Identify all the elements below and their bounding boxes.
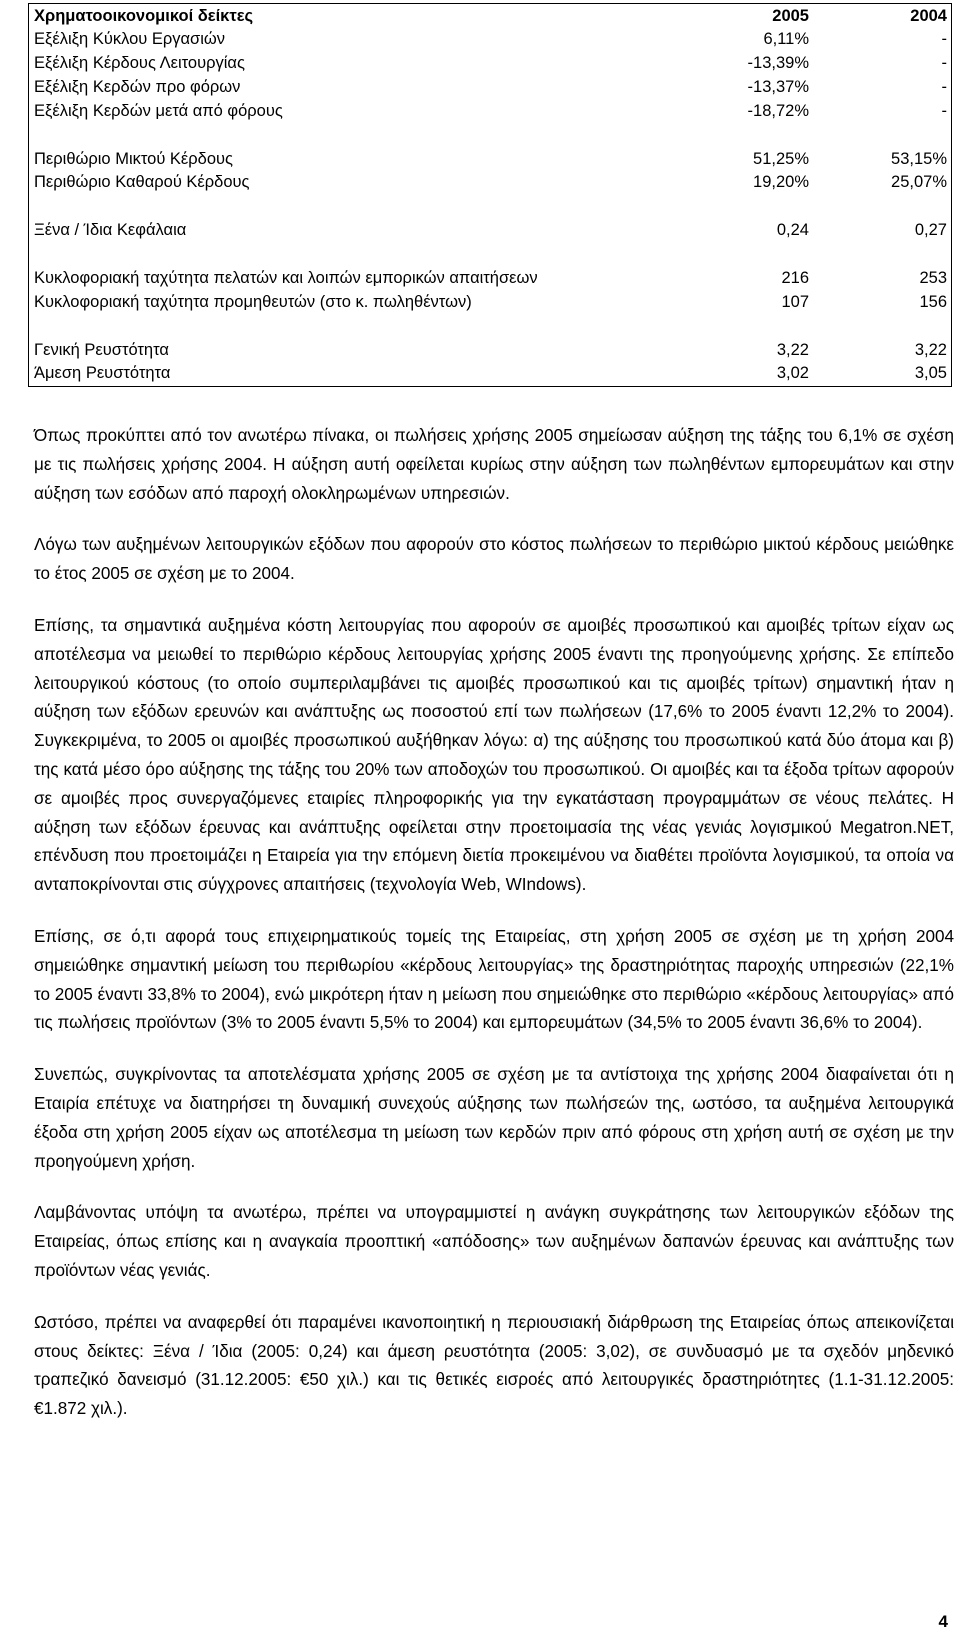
row-label: Περιθώριο Καθαρού Κέρδους [34,173,250,192]
table-spacer [29,314,951,338]
page-number: 4 [938,1612,948,1631]
table-row [29,28,951,52]
row-label: Άμεση Ρευστότητα [34,364,171,383]
table-row [29,266,951,290]
table-spacer [29,195,951,219]
paragraph: Επίσης, τα σημαντικά αυξημένα κόστη λειτουργίας που αφορούν σε αμοιβές προσωπικού και αμοιβές τρίτων είχαν ως αποτέλεσμα να μειωθεί το περιθώριο κέρδους λειτουργίας χρήσης 2005 έναντι της προηγούμενης χρήσης. Σε επίπεδο λειτουργικού κόστους (το οποίο συμπεριλαμβάνει τις αμοιβές προσωπικού και τις αμοιβές τρίτων) σημαντική ήταν η αύξηση των εξόδων ερευνών και ανάπτυξης ως ποσοστού επί των πωλήσεων (17,6% το 2005 έναντι 12,2% το 2004). Συγκεκριμένα, το 2005 οι αμοιβές προσωπικού αυξήθηκαν λόγω: α) της αύξησης του προσωπικού κατά δύο άτομα και β) της κατά μέσο όρο αύξησης της τάξης του 20% των αποδοχών του προσωπικού. Οι αμοιβές και τα έξοδα τρίτων αφορούν σε αμοιβές προς συνεργαζόμενες εταιρίες πληροφορικής για την εγκατάσταση προγραμμάτων σε νέους πελάτες. Η αύξηση των εξόδων έρευνας και ανάπτυξης οφείλεται στην προετοιμασία της νέας γενιάς λογισμικού Megatron.NET, επένδυση που προετοιμάζει η Εταιρεία για την επόμενη διετία προκειμένου να διαθέτει προϊόντα λογισμικού, τα οποία να ανταποκρίνονται στις σύγχρονες απαιτήσεις (τεχνολογία Web, WIndows). [34,615,954,895]
value-2004: 3,22 [914,340,947,359]
row-label: Εξέλιξη Κερδών προ φόρων [34,78,241,97]
table-row [29,75,951,99]
table-row [29,338,951,362]
table-row [29,52,951,76]
value-2004: 253 [919,269,947,288]
table-row [29,147,951,171]
table-row [29,290,951,314]
table-row [29,99,951,123]
value-2005: 19,20% [753,173,809,192]
row-label: Γενική Ρευστότητα [34,340,169,359]
value-2004: 3,05 [914,364,947,383]
value-2005: -13,39% [747,54,809,73]
table-row [29,219,951,243]
row-label: Εξέλιξη Κέρδους Λειτουργίας [34,54,245,73]
paragraph: Επίσης, σε ό,τι αφορά τους επιχειρηματικούς τομείς της Εταιρείας, στη χρήση 2005 σε σχέση με τη χρήση 2004 σημειώθηκε σημαντική μείωση του περιθωρίου «κέρδους λειτουργίας» της δραστηριότητας παροχής υπηρεσιών (22,1% το 2005 έναντι 33,8% το 2004), ενώ μικρότερη ήταν η μείωση που σημειώθηκε στο περιθώριο «κέρδους λειτουργίας» από τις πωλήσεις προϊόντων (3% το 2005 έναντι 5,5% το 2004) και εμπορευμάτων (34,5% το 2005 έναντι 36,6% το 2004). [34,926,954,1033]
value-2004: 0,27 [914,221,947,240]
row-label: Εξέλιξη Κύκλου Εργασιών [34,30,226,49]
value-2004: 156 [919,292,947,311]
table-row [29,362,951,386]
value-2004: - [941,78,947,97]
paragraph: Λόγω των αυξημένων λειτουργικών εξόδων που αφορούν στο κόστος πωλήσεων το περιθώριο μικτού κέρδους μειώθηκε το έτος 2005 σε σχέση με το 2004. [34,535,954,584]
table-spacer [29,123,951,147]
table-spacer [29,242,951,266]
row-label: Περιθώριο Μικτού Κέρδους [34,149,234,168]
paragraph: Ωστόσο, πρέπει να αναφερθεί ότι παραμένει ικανοποιητική η περιουσιακή διάρθρωση της Εταιρείας όπως απεικονίζεται στους δείκτες: Ξένα / Ίδια (2005: 0,24) και άμεση ρευστότητα (2005: 3,02), σε συνδυασμό με τα σχεδόν μηδενικό τραπεζικό δανεισμό (31.12.2005: €50 χιλ.) και τις θετικές εισροές από λειτουργικές δραστηριότητες (1.1-31.12.2005: €1.872 χιλ.). [34,1312,954,1419]
table-row [29,171,951,195]
value-2005: 6,11% [763,30,809,49]
value-2004: - [941,30,947,49]
value-2005: 216 [781,269,809,288]
row-label: Εξέλιξη Κερδών μετά από φόρους [34,101,283,120]
row-label: Κυκλοφοριακή ταχύτητα πελατών και λοιπών εμπορικών απαιτήσεων [34,269,538,288]
paragraph: Όπως προκύπτει από τον ανωτέρω πίνακα, οι πωλήσεις χρήσης 2005 σημείωσαν αύξηση της τάξης του 6,1% σε σχέση με τις πωλήσεις χρήσης 2004. Η αύξηση αυτή οφείλεται κυρίως στην αύξηση των πωληθέντων εμπορευμάτων και στην αύξηση των εσόδων από παροχή ολοκληρωμένων υπηρεσιών. [34,426,954,503]
column-header-2005: 2005 [772,6,809,25]
value-2005: -18,72% [747,101,809,120]
value-2005: 107 [781,292,809,311]
table-title: Χρηματοοικονομικοί δείκτες [34,6,254,25]
value-2005: -13,37% [747,78,809,97]
value-2004: 25,07% [891,173,947,192]
value-2004: - [941,101,947,120]
value-2005: 3,02 [776,364,809,383]
value-2005: 0,24 [776,221,809,240]
body-text [34,422,954,1447]
value-2004: - [941,54,947,73]
row-label: Ξένα / Ίδια Κεφάλαια [34,221,187,240]
value-2005: 51,25% [753,149,809,168]
table-header-row [29,4,951,28]
value-2005: 3,22 [776,340,809,359]
paragraph: Λαμβάνοντας υπόψη τα ανωτέρω, πρέπει να υπογραμμιστεί η ανάγκη συγκράτησης των λειτουργικών εξόδων της Εταιρείας, όπως επίσης και η αναγκαία προοπτική «απόδοσης» των αυξημένων δαπανών έρευνας και ανάπτυξης των προϊόντων νέας γενιάς. [34,1203,954,1280]
row-label: Κυκλοφοριακή ταχύτητα προμηθευτών (στο κ. πωληθέντων) [34,292,472,311]
value-2004: 53,15% [891,149,947,168]
financial-ratios-table [28,3,952,387]
paragraph: Συνεπώς, συγκρίνοντας τα αποτελέσματα χρήσης 2005 σε σχέση με τα αντίστοιχα της χρήσης 2004 διαφαίνεται ότι η Εταιρία επέτυχε να διατηρήσει τη δυναμική συνεχούς αύξησης των πωλήσεών της, ωστόσο, τα αυξημένα λειτουργικά έξοδα στη χρήση 2005 είχαν ως αποτέλεσμα τη μείωση των κερδών πριν από φόρους στη χρήση αυτή σε σχέση με την προηγούμενη χρήση. [34,1065,954,1171]
column-header-2004: 2004 [910,6,947,25]
